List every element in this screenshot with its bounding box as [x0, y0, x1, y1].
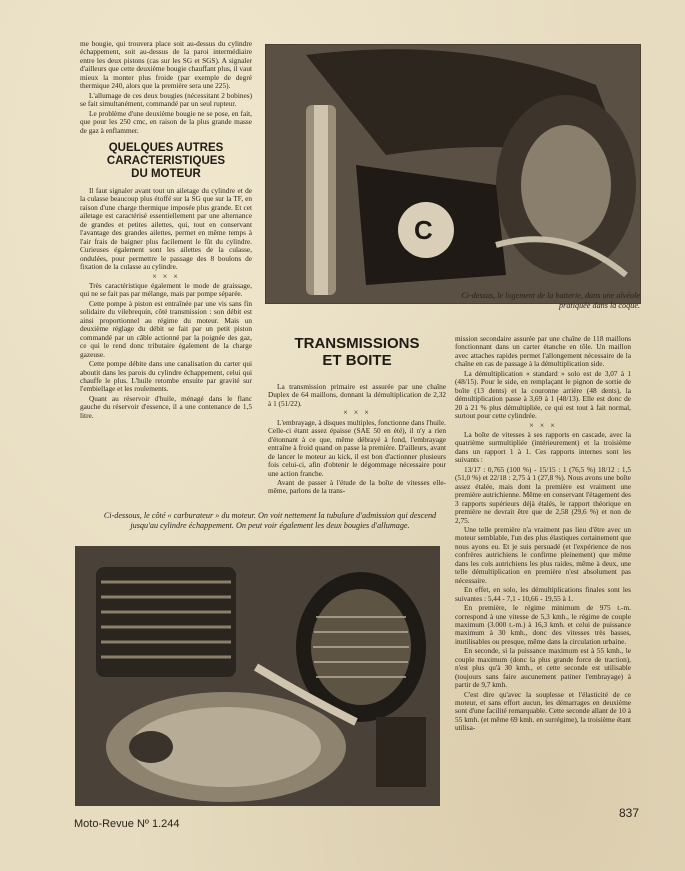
section-heading-caracteristiques — [80, 142, 252, 181]
engine-photo-illustration — [76, 547, 439, 805]
paragraph: La boîte de vitesses à ses rapports en cascade, avec la quatrième surmultipliée (intérieurement) et la troisième dans un rapport 1 à 1. Ces rapports internes sont les suivants : — [455, 429, 631, 465]
paragraph: En première, le régime minimum de 975 t.-m. correspond à une vitesse de 5,3 kmh., le régime de couple maximum (3.000 t.-m.) à 16,3 kmh. et celui de puissance maximum à 30 kmh., donc des vitesses très basses, inutilisables ou presque, même dans la circulation urbaine. — [455, 603, 631, 646]
paragraph: Cette pompe débite dans une canalisation du carter qui aboutit dans les parois du cylindre échappement, celui qui chauffe le plus. L'huile retombe ensuite par gravité sur l'embiellage et les roulements. — [80, 359, 252, 394]
paragraph: Cette pompe à piston est entraînée par une vis sans fin solidaire du vilebrequin, côté transmission : son débit est ainsi proportionnel au régime du moteur. Mais un deuxième réglage du débit se fait par un petit piston commandé par un câble actionné par la poignée des gaz, ce qui le rend donc tributaire également de la charge gazeuse. — [80, 298, 252, 359]
heading-line: CARACTERISTIQUES — [106, 154, 226, 167]
photo-caption-bottom: Ci-dessous, le côté « carburateur » du moteur. On voit nettement la tubulure d'admission qui descend jusqu'au cylindre échappement. On peut voir également les deux bougies d'allumage. — [103, 511, 437, 530]
page-number: 837 — [619, 806, 640, 820]
paragraph: me bougie, qui trouvera place soit au-dessus du cylindre échappement, soit au-dessus de la paroi intermédiaire entre les deux pistons (cas sur les SG et SGS). A signaler d'ailleurs que cette deuxième bougie chauffant plus, il vaut mieux la monter plus froide (par exemple de degré thermique 240, alors que la première sera une 225). — [80, 39, 252, 91]
paragraph: En seconde, si la puissance maximum est à 55 kmh., le couple maximum (donc la plus grande force de traction), n'est plus qu'à 30 kmh., et cette seconde est utilisable (toujours sans faire aucunement patiner l'embrayage) à partir de 9,7 kmh. — [455, 646, 631, 690]
paragraph: 13/17 : 0,765 (100 %) - 15/15 : 1 (76,5 %) 18/12 : 1,5 (51,0 %) et 22/18 : 2,75 à 1 (27,8 %). Nous avons une boîte assez étalée, mais dont la première est vraiment une première autrichienne. Même en conservant l'étagement des 3 rapports supérieurs déjà étalés, le rapport théorique en première ne devrait être que de 2,58 (29,6 %) et non de 2,75. — [455, 464, 631, 525]
paragraph: L'embrayage, à disques multiples, fonctionne dans l'huile. Celle-ci étant assez épaisse (SAE 50 en été), il n'y a rien d'étonnant à ce que, même débrayé à fond, l'embrayage entraîne à froid quand on passe la première. D'ailleurs, avant de lancer le moteur au kick, il est bon d'actionner plusieurs fois celui-ci, afin d'obtenir le dégommage nécessaire pour une action franche. — [268, 417, 446, 478]
text-column-right — [455, 335, 631, 734]
section-heading-transmissions — [268, 335, 446, 369]
paragraph: Il faut signaler avant tout un ailetage du cylindre et de la culasse beaucoup plus étoffé sur la SG que sur la TF, en raison d'une charge thermique imposée plus grande. Et cet ailetage est caractérisé essentiellement par une alternance de grandes et petites ailettes, qui, tout en conservant l'avantage des grandes ailettes, permet en même temps à l'air frais de baigner plus facilement le fût du cylindre. Curieuses également sont les ailettes de la culasse, ondulées, pour permettre le passage des 8 boulons de fixation de la culasse au cylindre. — [80, 185, 252, 272]
heading-line: ET BOITE — [322, 352, 392, 369]
text-column-left — [80, 40, 252, 421]
photo-caption-top: Ci-dessus, le logement de la batterie, dans une alvéole pratiquée dans la coque. — [461, 291, 640, 310]
magazine-footer-title: Moto-Revue Nº 1.244 — [74, 818, 180, 830]
paragraph: Le problème d'une deuxième bougie ne se pose, en fait, que pour les 250 cmc, en raison de la plus grande masse de gaz à enflammer. — [80, 108, 252, 135]
svg-text:C: C — [414, 215, 433, 245]
photo-battery-compartment — [265, 44, 641, 304]
heading-line: TRANSMISSIONS — [294, 335, 420, 352]
motorcycle-photo-illustration — [266, 45, 640, 303]
paragraph: mission secondaire assurée par une chaîne de 118 maillons fonctionnant dans un carter étanche en tôle. Un maillon avec attaches rapides permet l'allongement nécessaire de la chaîne en cas de passage à la démultiplication side. — [455, 334, 631, 369]
paragraph: Avant de passer à l'étude de la boîte de vitesses elle-même, parlons de la trans- — [268, 477, 446, 496]
section-separator: × × × — [343, 408, 371, 418]
paragraph: La démultiplication « standard » solo est de 3,07 à 1 (48/15). Pour le side, en remplaçant le pignon de sortie de boîte (13 dents) et la couronne arrière (48 dents), la démultiplication passe à 3,69 à 1 (48/13). Elle est donc de 20 à 21 % plus démultipliée, ce qui est tout à fait normal, surtout pour cette cylindrée. — [455, 368, 631, 421]
text-column-middle — [268, 335, 446, 497]
paragraph: Quant au réservoir d'huile, ménagé dans le flanc gauche du réservoir d'essence, il a une contenance de 1,5 litre. — [80, 393, 252, 420]
heading-line: QUELQUES AUTRES — [108, 141, 224, 154]
heading-line: DU MOTEUR — [131, 167, 201, 180]
paragraph: C'est dire qu'avec la souplesse et l'élasticité de ce moteur, et sans effort aucun, les démarrages en deuxième sont d'une facilité remarquable. Cette seconde allant de 10 à 55 kmh. (et même 69 kmh. en surrégime), la troisième étant utilisa- — [455, 689, 631, 733]
paragraph: Une telle première n'a vraiment pas lieu d'être avec un moteur semblable, l'un des plus élastiques certainement que nous ayons eu. Et je suis persuadé (et l'expérience de nos confrères autrichiens le confirme pleinement) que même dans les cols autrichiens les plus raides, même à deux, une telle démultiplication en première n'est absolument pas nécessaire. — [455, 524, 631, 585]
paragraph: L'allumage de ces deux bougies (nécessitant 2 bobines) se fait simultanément, commandé par un seul rupteur. — [80, 90, 252, 109]
section-separator: × × × — [529, 420, 557, 430]
section-separator: × × × — [152, 271, 180, 281]
photo-engine-carburetor-side — [75, 546, 440, 806]
paragraph: Très caractéristique également le mode de graissage, qui ne se fait pas par mélange, mais par pompe séparée. — [80, 280, 252, 299]
paragraph: En effet, en solo, les démultiplications finales sont les suivantes : 5,44 - 7,1 - 10,66 - 19,55 à 1. — [455, 585, 631, 603]
paragraph: La transmission primaire est assurée par une chaîne Duplex de 64 maillons, donnant la démultiplication de 2,32 à 1 (51/22). — [268, 382, 446, 408]
